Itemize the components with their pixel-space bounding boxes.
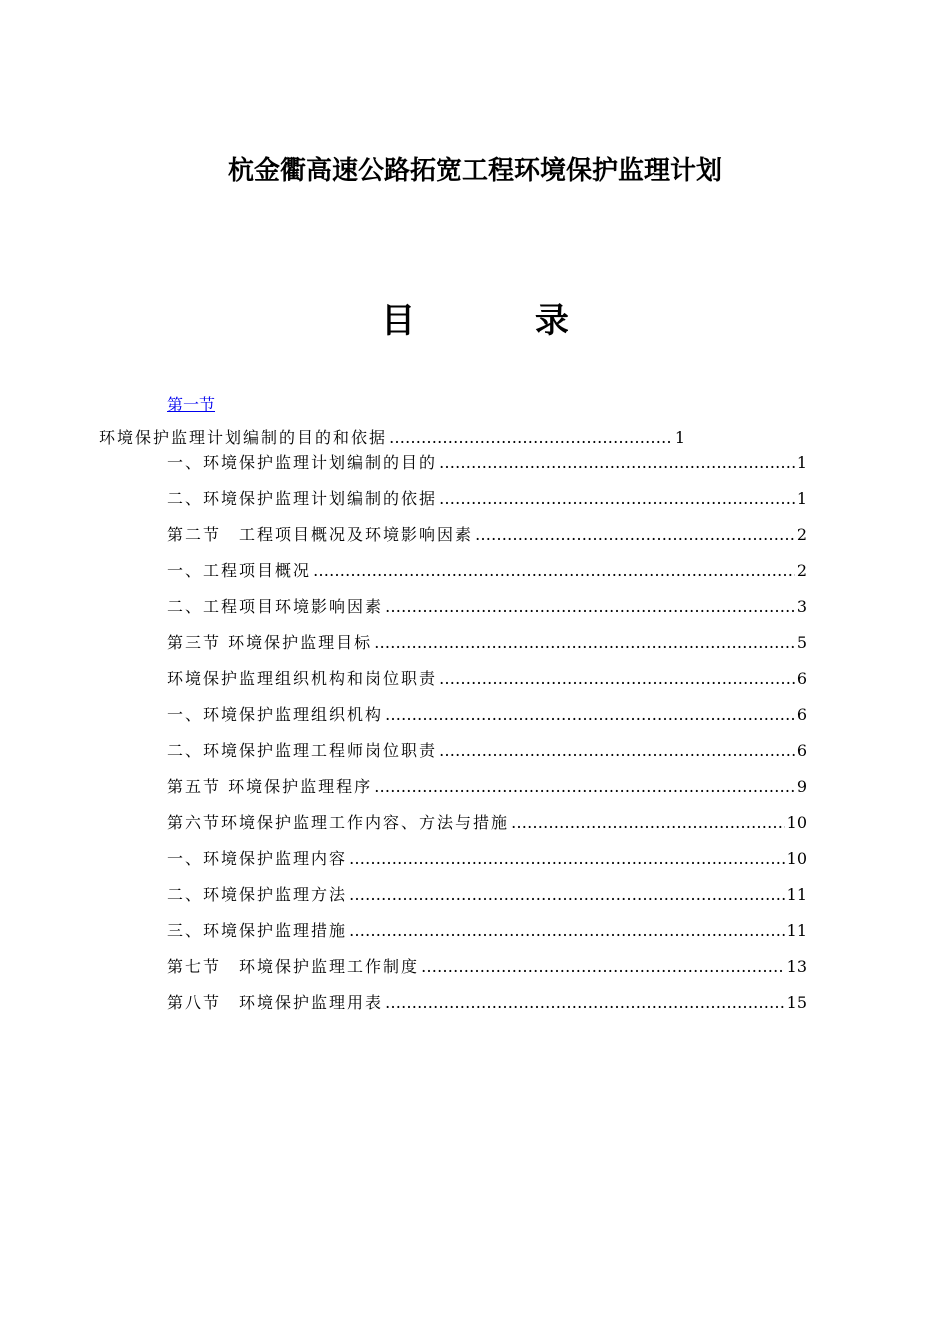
- toc-entry-page: 2: [796, 561, 807, 580]
- toc-dot-leader: [389, 426, 673, 450]
- toc-dot-leader: [385, 991, 785, 1015]
- toc-entry-page: 11: [786, 921, 807, 940]
- toc-dot-leader: [421, 955, 785, 979]
- toc-dot-leader: [349, 883, 785, 907]
- toc-dot-leader: [475, 523, 795, 547]
- toc-entry[interactable]: [99, 426, 685, 450]
- toc-entry[interactable]: [167, 631, 807, 655]
- toc-entry-page: 5: [796, 633, 807, 652]
- toc-entry-label: 二、环境保护监理方法: [167, 885, 348, 904]
- toc-entry-label: 二、环境保护监理工程师岗位职责: [167, 741, 438, 760]
- toc-entry-page: 1: [796, 489, 807, 508]
- toc-entry[interactable]: [167, 775, 807, 799]
- toc-entry-page: 15: [786, 993, 807, 1012]
- toc-entry-label: 第五节 环境保护监理程序: [167, 777, 373, 796]
- toc-entry-label: 三、环境保护监理措施: [167, 921, 348, 940]
- toc-dot-leader: [385, 703, 795, 727]
- toc-heading-char-1: 目: [381, 301, 416, 341]
- toc-entry[interactable]: [167, 595, 807, 619]
- toc-entry-page: 10: [786, 813, 807, 832]
- toc-entry[interactable]: [167, 523, 807, 547]
- toc-dot-leader: [439, 739, 795, 763]
- toc-entry-page: 9: [796, 777, 807, 796]
- toc-entry-label: 一、工程项目概况: [167, 561, 312, 580]
- toc-dot-leader: [511, 811, 785, 835]
- toc-entry-label: 第六节环境保护监理工作内容、方法与措施: [167, 813, 510, 832]
- toc-dot-leader: [385, 595, 795, 619]
- toc-entry-page: 11: [786, 885, 807, 904]
- toc-entry-page: 13: [786, 957, 807, 976]
- document-title: 杭金衢高速公路拓宽工程环境保护监理计划: [227, 156, 722, 186]
- toc-entry-page: 3: [796, 597, 807, 616]
- toc-entry[interactable]: [167, 919, 807, 943]
- toc-dot-leader: [439, 667, 795, 691]
- toc-entry-label: 第八节 环境保护监理用表: [167, 993, 384, 1012]
- toc-entry-label: 第七节 环境保护监理工作制度: [167, 957, 420, 976]
- toc-entry-page: 6: [796, 741, 807, 760]
- toc-entry[interactable]: [167, 955, 807, 979]
- toc-heading-char-2: 录: [534, 301, 569, 341]
- toc-entry-page: 2: [796, 525, 807, 544]
- toc-dot-leader: [374, 631, 795, 655]
- toc-entry[interactable]: [167, 847, 807, 871]
- toc-dot-leader: [439, 451, 795, 475]
- toc-entry-label: 二、环境保护监理计划编制的依据: [167, 489, 438, 508]
- toc-entry-label: 一、环境保护监理内容: [167, 849, 348, 868]
- toc-entry[interactable]: [167, 811, 807, 835]
- toc-entry-label: 一、环境保护监理组织机构: [167, 705, 384, 724]
- toc-entry-page: 1: [796, 453, 807, 472]
- toc-entry[interactable]: [167, 703, 807, 727]
- toc-dot-leader: [313, 559, 795, 583]
- toc-entry[interactable]: [167, 487, 807, 511]
- toc-link-section-1[interactable]: 第一节: [167, 395, 216, 414]
- toc-entry-label: 环境保护监理组织机构和岗位职责: [167, 669, 438, 688]
- toc-entry[interactable]: [167, 451, 807, 475]
- toc-entry-page: 10: [786, 849, 807, 868]
- toc-entry[interactable]: [167, 991, 807, 1015]
- toc-entry[interactable]: [167, 667, 807, 691]
- toc-entry-label: 一、环境保护监理计划编制的目的: [167, 453, 438, 472]
- toc-entry[interactable]: [167, 739, 807, 763]
- toc-dot-leader: [349, 847, 785, 871]
- toc-dot-leader: [439, 487, 795, 511]
- toc-entry[interactable]: [167, 883, 807, 907]
- toc-entry-label: 环境保护监理计划编制的目的和依据: [99, 428, 388, 447]
- toc-entry[interactable]: [167, 559, 807, 583]
- toc-entry-label: 第三节 环境保护监理目标: [167, 633, 373, 652]
- toc-dot-leader: [374, 775, 795, 799]
- toc-entry-label: 第二节 工程项目概况及环境影响因素: [167, 525, 474, 544]
- toc-entry-label: 二、工程项目环境影响因素: [167, 597, 384, 616]
- toc-entry-page: 6: [796, 705, 807, 724]
- toc-entry-page: 1: [674, 428, 685, 447]
- toc-entry-page: 6: [796, 669, 807, 688]
- toc-heading: [0, 293, 950, 342]
- toc-dot-leader: [349, 919, 785, 943]
